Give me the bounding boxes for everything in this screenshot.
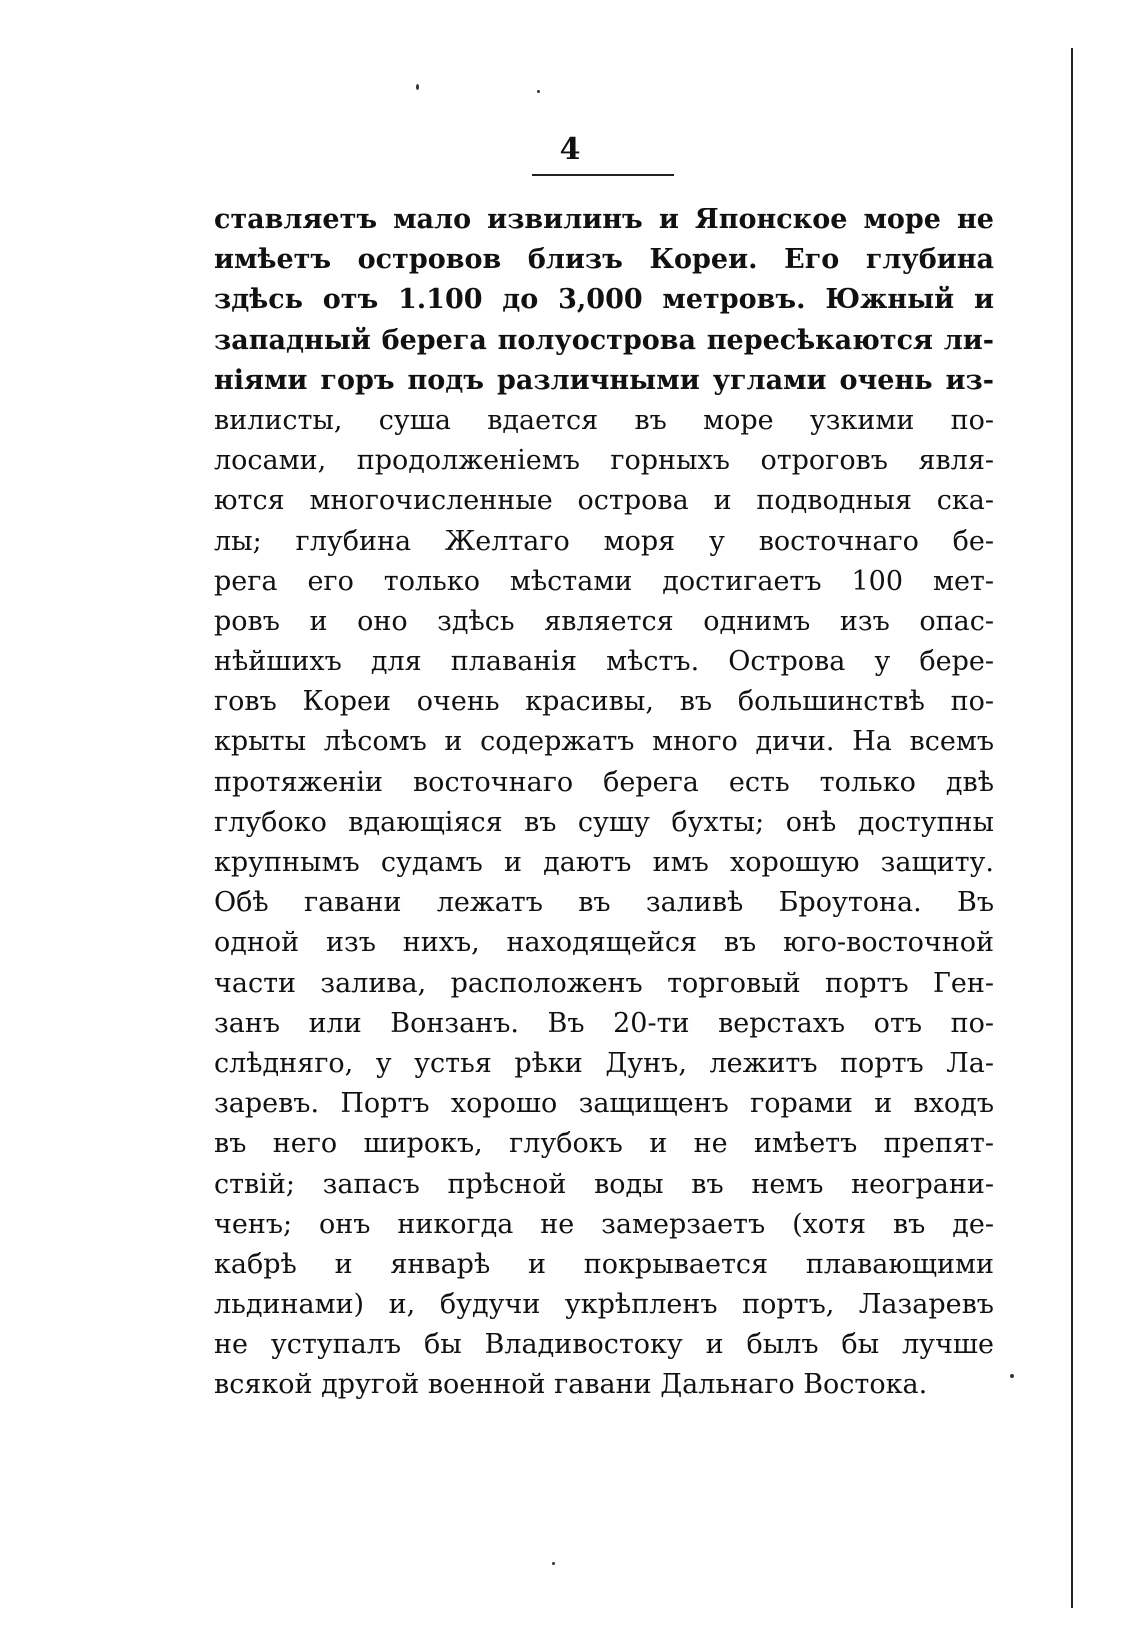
text-line: занъ или Вонзанъ. Въ 20-ти верстахъ отъ по- (214, 1007, 994, 1039)
text-line: ставляетъ мало извилинъ и Японское море не (214, 204, 994, 235)
text-line: здѣсь отъ 1.100 до 3,000 метровъ. Южный и (214, 284, 994, 316)
text-line: не уступалъ бы Владивостоку и былъ бы лучше (214, 1329, 994, 1361)
text-line: вилисты, суша вдается въ море узкими по- (214, 404, 994, 436)
page-edge-rule (1071, 48, 1073, 1608)
text-line: льдинами) и, будучи укрѣпленъ портъ, Лазаревъ (214, 1289, 994, 1321)
scan-speck (537, 90, 540, 93)
body-text (214, 200, 994, 1406)
text-line: крыты лѣсомъ и содержатъ много дичи. На всемъ (214, 726, 994, 758)
text-line: глубоко вдающіяся въ сушу бухты; онѣ доступны (214, 806, 994, 838)
text-line: Обѣ гавани лежатъ въ заливѣ Броутона. Въ (214, 887, 994, 919)
page-number-rule (532, 174, 674, 176)
text-line: протяженіи восточнаго берега есть только двѣ (214, 766, 994, 798)
text-line: ствій; запасъ прѣсной воды въ немъ неограни- (214, 1168, 994, 1200)
text-line: кабрѣ и январѣ и покрывается плавающими (214, 1248, 994, 1280)
text-line: нѣйшихъ для плаванія мѣстъ. Острова у бере- (214, 646, 994, 678)
text-line: всякой другой военной гавани Дальнаго Востока. (214, 1369, 928, 1401)
text-line: ются многочисленные острова и подводныя ска- (214, 485, 994, 517)
text-line: лы; глубина Желтаго моря у восточнаго бе- (214, 525, 994, 557)
text-line: говъ Кореи очень красивы, въ большинствѣ по- (214, 686, 994, 718)
text-line: одной изъ нихъ, находящейся въ юго-восточной (214, 927, 994, 959)
text-line: лосами, продолженіемъ горныхъ отроговъ явля- (214, 445, 994, 477)
text-line: ченъ; онъ никогда не замерзаетъ (хотя въ де- (214, 1208, 994, 1240)
text-line: ровъ и оно здѣсь является однимъ изъ опас- (214, 605, 994, 637)
text-line: ніями горъ подъ различными углами очень из- (214, 364, 994, 396)
text-line: заревъ. Портъ хорошо защищенъ горами и входъ (214, 1088, 994, 1120)
text-line: слѣдняго, у устья рѣки Дунъ, лежитъ портъ Ла- (214, 1047, 994, 1079)
text-line: западный берега полуострова пересѣкаются ли- (214, 324, 994, 356)
page-number: 4 (559, 132, 581, 167)
scan-speck (416, 84, 419, 90)
text-line: рега его только мѣстами достигаетъ 100 мет- (214, 565, 994, 597)
text-line: части залива, расположенъ торговый портъ Ген- (214, 967, 994, 999)
text-line: имѣетъ островов близъ Кореи. Его глубина (214, 244, 994, 276)
text-line: въ него широкъ, глубокъ и не имѣетъ препят- (214, 1128, 994, 1160)
text-line: крупнымъ судамъ и даютъ имъ хорошую защиту. (214, 847, 994, 878)
scan-speck (552, 1562, 555, 1565)
scan-speck (1010, 1374, 1014, 1378)
